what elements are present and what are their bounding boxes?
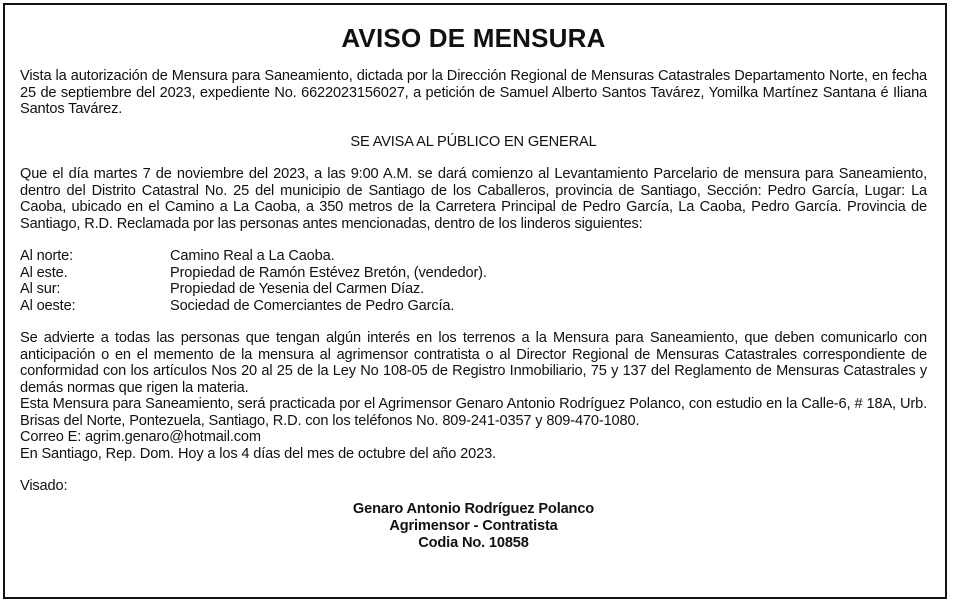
- boundary-south: [20, 281, 927, 298]
- boundaries-list: [20, 248, 927, 314]
- notice-content: [20, 22, 927, 552]
- boundary-description: Camino Real a La Caoba.: [170, 248, 335, 264]
- signature-codia: Codia No. 10858: [418, 534, 529, 551]
- visado-label: Visado:: [20, 478, 68, 494]
- practice-paragraph: Esta Mensura para Saneamiento, será practicada por el Agrimensor Genaro Antonio Rodríguez Polanco, con estudio en la Calle-6, # 18A, Urb. Brisas del Norte, Pontezuela, Santiago, R.D. con los teléfonos No. 809-241-0357 y 809-470-1080.: [20, 396, 927, 429]
- signature-name: Genaro Antonio Rodríguez Polanco: [352, 500, 595, 517]
- boundary-description: Sociedad de Comerciantes de Pedro García.: [170, 297, 455, 314]
- boundary-direction: Al sur:: [20, 281, 61, 297]
- boundary-north: [20, 248, 927, 265]
- boundary-description: Propiedad de Yesenia del Carmen Díaz.: [170, 281, 425, 297]
- email-line: Correo E: agrim.genaro@hotmail.com: [20, 429, 261, 445]
- warning-paragraph: Se advierte a todas las personas que tengan algún interés en los terrenos a la Mensura para Saneamiento, que deben comunicarlo con anticipación o en el memento de la mensura al agrimensor contratista o al Director Regional de Mensuras Catastrales correspondiente de conformidad con los artículos Nos 20 al 25 de la Ley No 108-05 de Registro Inmobiliario, 75 y 137 del Reglamento de Mensuras Catastrales y demás normas que rigen la materia.: [20, 330, 927, 396]
- date-line: En Santiago, Rep. Dom. Hoy a los 4 días del mes de octubre del año 2023.: [20, 445, 496, 462]
- boundary-west: [20, 298, 927, 315]
- boundary-direction: Al este.: [20, 264, 68, 281]
- boundary-direction: Al norte:: [20, 248, 73, 264]
- signature-role: Agrimensor - Contratista: [389, 517, 558, 534]
- boundary-direction: Al oeste:: [20, 297, 76, 314]
- boundary-description: Propiedad de Ramón Estévez Bretón, (vendedor).: [170, 264, 487, 281]
- intro-paragraph: Vista la autorización de Mensura para Saneamiento, dictada por la Dirección Regional de Mensuras Catastrales Departamento Norte, en fecha 25 de septiembre del 2023, expediente No. 6622023156027, a petición de Samuel Alberto Santos Tavárez, Yomilka Martínez Santana é Iliana Santos Tavárez.: [20, 68, 927, 117]
- body-paragraph: Que el día martes 7 de noviembre del 2023, a las 9:00 A.M. se dará comienzo al Levantamiento Parcelario de mensura para Saneamiento, dentro del Distrito Catastral No. 25 del municipio de Santiago de los Caballeros, provincia de Santiago, Sección: Pedro García, Lugar: La Caoba, ubicado en el Camino a La Caoba, a 350 metros de la Carretera Principal de Pedro García, La Caoba, Pedro García. Provincia de Santiago, R.D. Reclamada por las personas antes mencionadas, dentro de los linderos siguientes:: [20, 166, 927, 232]
- boundary-east: [20, 265, 927, 282]
- notice-title: AVISO DE MENSURA: [341, 23, 606, 53]
- notice-heading: SE AVISA AL PÚBLICO EN GENERAL: [350, 133, 597, 150]
